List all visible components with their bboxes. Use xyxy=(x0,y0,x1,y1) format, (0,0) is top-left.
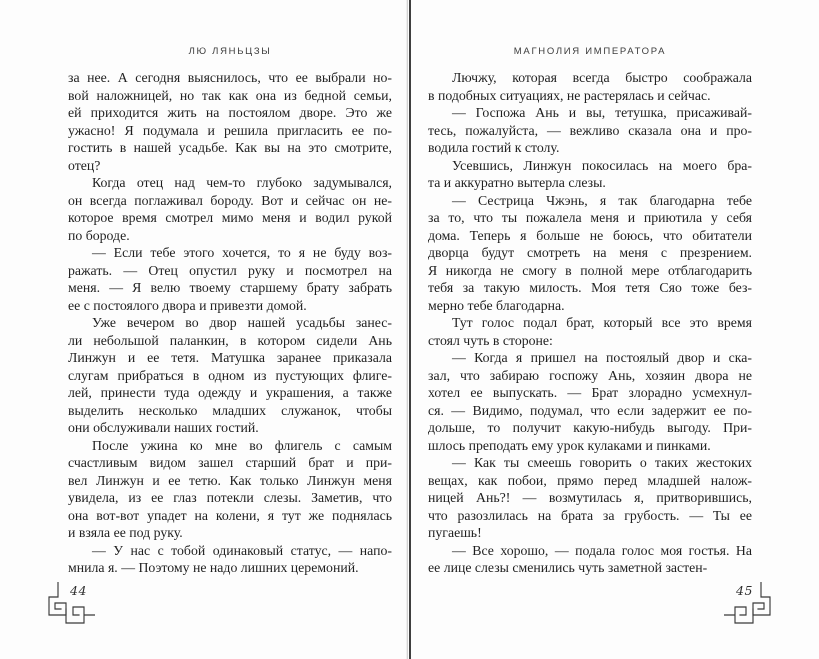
text-line: Когда отец над чем-то глубоко задумывался, xyxy=(92,175,392,190)
text-line: лей, принести туда одежду и украшения, а также xyxy=(68,385,392,400)
text-line: дворца будут смотреть на меня с презрением. xyxy=(428,245,752,260)
text-line: Линжун и ее тетя. Матушка заранее приказала xyxy=(68,350,392,365)
running-head-title: МАГНОЛИЯ ИМПЕРАТОРА xyxy=(513,46,667,57)
text-line: дольше, то получит какую-нибудь выгоду. При- xyxy=(428,420,752,435)
text-line: вещах, как побои, прямо перед младшей налож- xyxy=(428,472,752,488)
text-line: дома. Теперь я больше не боюсь, что обитатели xyxy=(428,227,752,243)
text-line: Усевшись, Линжун покосилась на моего бра- xyxy=(452,157,752,173)
text-column-right xyxy=(428,69,752,577)
text-line: зал, что забираю госпожу Ань, хозяин двора не xyxy=(428,367,752,383)
text-line: он всегда поглаживал бороду. Вот и сейчас он не- xyxy=(68,192,392,208)
text-column-left xyxy=(68,69,392,577)
page-number-right: 45 xyxy=(736,583,753,598)
text-line: Лючжу, которая всегда быстро соображала xyxy=(452,70,752,85)
text-line: счастливым видом зашел старший брат и при- xyxy=(68,455,392,470)
text-line: что разозлилась на брата за грубость. — Ты ее xyxy=(428,507,752,523)
text-line: — Госпожа Ань и вы, тетушка, присаживай- xyxy=(452,105,752,120)
text-line: мнила я. — Поэтому не надо лишних церемоний. xyxy=(68,560,359,575)
text-line: — У нас с тобой одинаковый статус, — напо- xyxy=(92,542,392,558)
gutter-shadow xyxy=(406,0,408,659)
text-line: тесь, пожалуйста, — вежливо сказала она и про- xyxy=(428,122,752,138)
text-line: в подобных ситуациях, не растерялась и сейчас. xyxy=(428,87,711,103)
running-head-author: ЛЮ ЛЯНЬЦЗЫ xyxy=(188,46,272,57)
text-line: пугаешь! xyxy=(428,525,482,540)
text-line: и взяла ее под руку. xyxy=(68,525,183,540)
text-line: ся. — Видимо, подумал, что если задержит ее по- xyxy=(428,402,752,418)
text-line: гостить в нашей усадьбе. Как вы на это смотрите, xyxy=(68,140,392,155)
text-line: ее лице слезы сменились чуть заметной застен- xyxy=(428,560,708,575)
text-line: хотел ее выпускать. — Брат злорадно усмехнул- xyxy=(428,385,752,400)
text-line: за нее. А сегодня выяснилось, что ее выбрали но- xyxy=(68,70,392,85)
text-line: они обслуживали наших гостий. xyxy=(68,420,259,435)
text-line: водила гостий к столу. xyxy=(428,140,560,155)
text-line: ужасно! Я подумала и решила пригласить ее по- xyxy=(68,122,392,138)
text-line: вел Линжун и ее тетю. Как только Линжун меня xyxy=(68,472,392,488)
text-line: Уже вечером во двор нашей усадьбы занес- xyxy=(92,315,392,330)
text-line: за то, что ты пожалела меня и приютила у себя xyxy=(428,210,752,225)
text-line: — Когда я пришел на постоялый двор и ска- xyxy=(452,350,752,365)
text-line: она вот-вот упадет на колени, я тут же поднялась xyxy=(68,507,392,523)
text-line: стоял чуть в стороне: xyxy=(428,332,553,348)
text-line: тебя за такую милость. Моя тетя Сяо тоже без- xyxy=(428,280,752,295)
text-line: ей приходится жить на постоялом дворе. Это же xyxy=(68,105,392,120)
text-line: та и аккуратно вытерла слезы. xyxy=(428,175,606,190)
text-line: мерно тебе благодарна. xyxy=(428,297,565,313)
text-line: по бороде. xyxy=(68,227,130,243)
text-line: слугам прибраться в одном из пустующих флиге- xyxy=(68,367,392,383)
text-line: ницей Ань?! — возмутилась я, притворившись, xyxy=(428,490,752,505)
text-line: Тут голос подал брат, который все это время xyxy=(452,315,752,330)
text-line: отец? xyxy=(68,157,101,173)
text-line: выделить несколько младших служанок, чтобы xyxy=(68,402,392,418)
text-line: ражать. — Отец опустил руку и посмотрел на xyxy=(68,262,392,278)
gutter-divider xyxy=(405,0,411,659)
text-line: увидела, из ее глаз потекли слезы. Заметив, что xyxy=(68,490,392,505)
text-line: — Все хорошо, — подала голос моя гостья. На xyxy=(452,542,752,558)
text-line: Я никогда не смогу в полной мере отблагодарить xyxy=(428,262,752,278)
text-line: После ужина ко мне во флигель с самым xyxy=(92,437,392,453)
text-line: — Сестрица Чжэнь, я так благодарна тебе xyxy=(452,192,752,208)
text-line: шлось преподать ему урок кулаками и пинками. xyxy=(428,437,711,453)
text-line: вой наложницей, но так как она из бедной семьи, xyxy=(68,87,392,103)
text-line: — Если тебе этого хочется, то я не буду воз- xyxy=(92,245,392,260)
gutter-line xyxy=(409,0,411,659)
text-line: ли небольшой паланкин, в котором сидели Ань xyxy=(68,332,392,348)
text-line: ее с постоялого двора и привезти домой. xyxy=(68,297,307,313)
text-line: меня. — Я велю твоему старшему брату забрать xyxy=(68,280,392,295)
page-number-left: 44 xyxy=(70,583,87,598)
text-line: которое время смотрел мимо меня и водил рукой xyxy=(68,210,392,225)
text-line: — Как ты смеешь говорить о таких жестоких xyxy=(452,455,752,470)
